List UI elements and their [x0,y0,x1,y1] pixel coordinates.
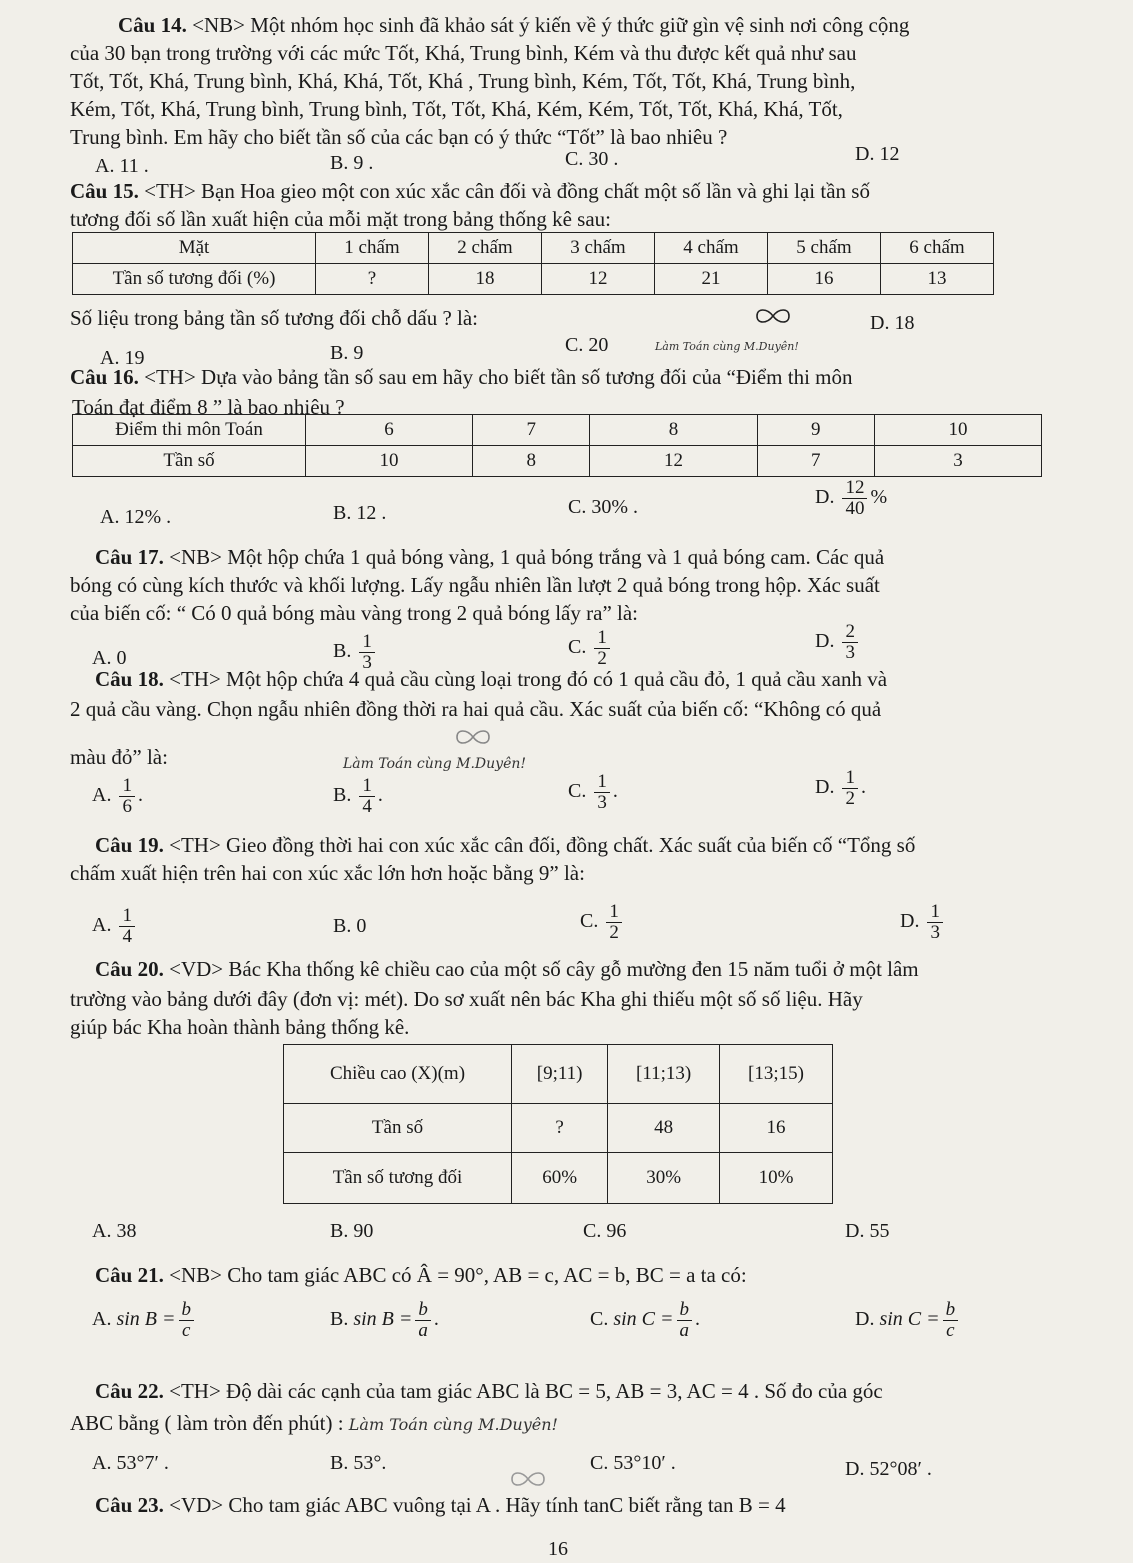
table-cell: 8 [590,415,757,446]
q21-option-d[interactable] [855,1300,961,1341]
fraction-denominator: a [418,1320,428,1341]
watermark-text: Làm Toán cùng M.Duyên! [343,756,527,772]
fraction-denominator: 3 [845,642,855,663]
fraction [119,906,135,947]
table-cell: 7 [473,415,590,446]
q22-option-d[interactable]: D. 52°08′ . [845,1458,932,1480]
q18-option-b[interactable] [333,776,383,817]
q14-label: Câu 14. [118,13,187,37]
q19-text: <TH> Gieo đồng thời hai con xúc xắc cân đối, đồng chất. Xác suất của biến cố “Tổng số [169,833,916,857]
table-cell: 21 [655,264,768,295]
option-letter: C. [590,1308,609,1331]
fraction [119,776,135,817]
q20-label: Câu 20. [95,957,164,981]
q23-line [95,1492,786,1518]
q15-text: <TH> Bạn Hoa gieo một con xúc xắc cân đối và đồng chất một số lần và ghi lại tần số [144,179,870,203]
q18-option-a[interactable] [92,776,143,817]
option-letter: C. [568,636,587,659]
table-cell: 48 [608,1104,720,1153]
table-cell: 1 chấm [316,233,429,264]
table-cell: 10 [306,446,473,477]
table-cell: 12 [590,446,757,477]
q20-table [283,1044,833,1204]
q15-question: Số liệu trong bảng tần số tương đối chỗ dấu ? là: [70,306,479,330]
q22-text: <TH> Độ dài các cạnh của tam giác ABC là BC = 5, AB = 3, AC = 4 . Số đo của góc [169,1379,883,1403]
q21-option-c[interactable] [590,1300,700,1341]
fraction-numerator: 1 [119,776,135,797]
q22-label: Câu 22. [95,1379,164,1403]
table-cell: 60% [512,1153,608,1204]
punctuation: . [137,784,143,807]
fraction-numerator: 1 [359,632,375,653]
table-cell: 2 chấm [429,233,542,264]
table-cell: ? [512,1104,608,1153]
q18-label: Câu 18. [95,667,164,691]
table-cell: [9;11) [512,1045,608,1104]
q19-option-a[interactable] [92,906,138,947]
option-letter: D. [855,1308,875,1331]
fraction [359,776,375,817]
fraction-numerator: 12 [842,478,867,499]
q17-text: <NB> Một hộp chứa 1 quả bóng vàng, 1 quả bóng trắng và 1 quả bóng cam. Các quả [169,545,885,569]
q17-line3: của biến cố: “ Có 0 quả bóng màu vàng trong 2 quả bóng lấy ra” là: [70,601,639,625]
fraction [842,768,858,809]
fraction-denominator: 4 [362,796,372,817]
q15-option-b[interactable]: B. 9 [330,342,364,364]
q20-option-d[interactable]: D. 55 [845,1220,890,1242]
fraction-denominator: c [946,1320,955,1341]
formula-lhs: sin C = [613,1308,674,1331]
fraction [927,902,943,943]
fraction [415,1300,431,1341]
option-letter: B. [333,784,352,807]
q14-option-c[interactable]: C. 30 . [565,148,619,170]
q21-label: Câu 21. [95,1263,164,1287]
loop-logo-icon [455,728,491,746]
formula-lhs: sin B = [353,1308,413,1331]
q17-line1 [95,544,884,570]
punctuation: . [612,780,618,803]
q20-option-b[interactable]: B. 90 [330,1220,374,1242]
watermark-text: Làm Toán cùng M.Duyên! [348,1415,558,1434]
q21-option-b[interactable] [330,1300,439,1341]
q15-line2: tương đối số lần xuất hiện của mỗi mặt trong bảng thống kê sau: [70,207,611,231]
fraction-denominator: 3 [597,792,607,813]
option-letter: C. [568,780,587,803]
table-cell: 4 chấm [655,233,768,264]
option-letter: B. [333,640,352,663]
q20-option-a[interactable]: A. 38 [92,1220,137,1242]
q16-table [72,414,1042,477]
q16-line2: Toán đạt điểm 8 ” là bao nhiêu ? [72,395,345,419]
q17-line2: bóng có cùng kích thước và khối lượng. Lấy ngẫu nhiên lần lượt 2 quả bóng trong hộp. Xác suất [70,573,880,597]
table-cell: Mặt [73,233,316,264]
loop-logo-icon [510,1470,546,1488]
table-cell: 8 [473,446,590,477]
q20-option-c[interactable]: C. 96 [583,1220,627,1242]
option-letter: D. [815,486,835,509]
q20-line3: giúp bác Kha hoàn thành bảng thống kê. [70,1015,410,1039]
q14-line5: Trung bình. Em hãy cho biết tần số của các bạn có ý thức “Tốt” là bao nhiêu ? [70,125,728,149]
table-cell: Điểm thi môn Toán [73,415,306,446]
q16-label: Câu 16. [70,365,139,389]
fraction-denominator: 6 [122,796,132,817]
q14-line3: Tốt, Tốt, Khá, Trung bình, Khá, Khá, Tốt, Khá , Trung bình, Kém, Tốt, Tốt, Khá, Trung bình, [70,69,856,93]
table-cell: 12 [542,264,655,295]
q16-option-d[interactable] [815,478,887,519]
fraction-numerator: b [677,1300,693,1321]
fraction [594,772,610,813]
q17-option-c[interactable] [568,628,613,669]
q18-option-d[interactable] [815,768,866,809]
table-cell: [13;15) [720,1045,833,1104]
fraction [606,902,622,943]
table-cell: 6 [306,415,473,446]
formula-lhs: sin B = [116,1308,176,1331]
q14-option-d[interactable]: D. 12 [855,143,900,165]
fraction-numerator: 1 [594,772,610,793]
table-cell: Tần số [284,1104,512,1153]
page-number: 16 [548,1538,568,1560]
punctuation: . [860,776,866,799]
q22-text-2: ABC bằng ( làm tròn đến phút) : [70,1411,344,1435]
q15-label: Câu 15. [70,179,139,203]
fraction-denominator: a [679,1320,690,1341]
q18-text: <TH> Một hộp chứa 4 quả cầu cùng loại trong đó có 1 quả cầu đỏ, 1 quả cầu xanh và [169,667,888,691]
fraction-numerator: 1 [606,902,622,923]
q17-option-a[interactable]: A. 0 [92,647,127,669]
fraction-numerator: 1 [842,768,858,789]
q22-line1 [95,1378,883,1404]
q15-table [72,232,994,295]
fraction-denominator: 4 [122,926,132,947]
q14-text: <NB> Một nhóm học sinh đã khảo sát ý kiến về ý thức giữ gìn vệ sinh nơi công cộng [192,13,910,37]
q18-line3: màu đỏ” là: [70,745,168,769]
option-letter: D. [900,910,920,933]
q15-option-d[interactable]: D. 18 [870,312,915,334]
q16-option-b[interactable]: B. 12 . [333,502,387,524]
fraction-numerator: 1 [359,776,375,797]
fraction-denominator: 3 [362,652,372,673]
q15-line1 [70,178,870,204]
fraction-denominator: c [182,1320,191,1341]
option-letter: D. [815,630,835,653]
q15-option-a[interactable]: A. 19 [100,347,145,369]
fraction-numerator: b [943,1300,959,1321]
table-cell: Tần số tương đối (%) [73,264,316,295]
table-cell: 30% [608,1153,720,1204]
q22-line2 [70,1410,558,1438]
table-cell: 18 [429,264,542,295]
table-cell: 9 [757,415,874,446]
punctuation: . [695,1308,701,1331]
punctuation: . [433,1308,439,1331]
table-cell: 6 chấm [881,233,994,264]
table-cell: 16 [720,1104,833,1153]
q22-option-b[interactable]: B. 53°. [330,1452,387,1474]
loop-logo-icon [755,307,791,325]
q22-option-a[interactable]: A. 53°7′ . [92,1452,169,1474]
table-cell: ? [316,264,429,295]
q19-option-d[interactable] [900,902,946,943]
table-cell: 3 [874,446,1041,477]
fraction-numerator: b [415,1300,431,1321]
table-cell: Tần số [73,446,306,477]
q21-line [95,1262,747,1288]
q14-line2: của 30 bạn trong trường với các mức Tốt, Khá, Trung bình, Kém và thu được kết quả như sau [70,41,857,65]
fraction-numerator: b [179,1300,195,1321]
q14-option-b[interactable]: B. 9 . [330,152,374,174]
q14-option-a[interactable]: A. 11 . [95,155,149,177]
fraction-denominator: 2 [597,648,607,669]
table-cell: Tần số tương đối [284,1153,512,1204]
q16-line1 [70,364,853,390]
q20-line1 [95,956,919,982]
q17-label: Câu 17. [95,545,164,569]
table-cell: 16 [768,264,881,295]
fraction-denominator: 40 [845,498,865,519]
q20-line2: trường vào bảng dưới đây (đơn vị: mét). Do sơ xuất nên bác Kha ghi thiếu một số số liệu. Hãy [70,987,863,1011]
q16-option-c[interactable]: C. 30% . [568,496,638,518]
fraction-numerator: 1 [119,906,135,927]
q14-line4: Kém, Tốt, Khá, Trung bình, Trung bình, Tốt, Tốt, Khá, Kém, Kém, Tốt, Tốt, Khá, Khá, Tốt, [70,97,843,121]
q23-text: <VD> Cho tam giác ABC vuông tại A . Hãy tính tanC biết rằng tan B = 4 [169,1493,786,1517]
fraction-denominator: 2 [609,922,619,943]
q17-option-d[interactable] [815,622,861,663]
fraction [842,622,858,663]
q21-text: <NB> Cho tam giác ABC có Â = 90°, AB = c, AC = b, BC = a ta có: [169,1263,747,1287]
q16-option-a[interactable]: A. 12% . [100,506,172,528]
watermark-text: Làm Toán cùng M.Duyên! [655,340,799,353]
punctuation: . [377,784,383,807]
percent-sign: % [870,486,888,509]
table-cell: 13 [881,264,994,295]
table-cell: [11;13) [608,1045,720,1104]
q22-option-c[interactable]: C. 53°10′ . [590,1452,676,1474]
option-letter: B. [330,1308,349,1331]
q19-line2: chấm xuất hiện trên hai con xúc xắc lớn hơn hoặc bằng 9” là: [70,861,585,885]
table-cell: 3 chấm [542,233,655,264]
fraction [677,1300,693,1341]
table-cell: 10% [720,1153,833,1204]
fraction-numerator: 1 [927,902,943,923]
formula-lhs: sin C = [879,1308,940,1331]
fraction [842,478,867,519]
fraction-denominator: 3 [930,922,940,943]
q14-line1 [118,12,909,38]
q20-text: <VD> Bác Kha thống kê chiều cao của một số cây gỗ mường đen 15 năm tuổi ở một lâm [169,957,919,981]
table-cell: 5 chấm [768,233,881,264]
option-letter: A. [92,914,112,937]
option-letter: A. [92,1308,112,1331]
fraction [179,1300,195,1341]
fraction [943,1300,959,1341]
table-cell: 7 [757,446,874,477]
q15-option-c[interactable]: C. 20 [565,334,609,356]
q18-line1 [95,666,887,692]
q23-label: Câu 23. [95,1493,164,1517]
q21-option-a[interactable] [92,1300,197,1341]
q19-label: Câu 19. [95,833,164,857]
q16-text: <TH> Dựa vào bảng tần số sau em hãy cho biết tần số tương đối của “Điểm thi môn [144,365,853,389]
option-letter: D. [815,776,835,799]
q19-option-c[interactable] [580,902,625,943]
table-cell: 10 [874,415,1041,446]
option-letter: C. [580,910,599,933]
fraction-numerator: 1 [594,628,610,649]
q19-line1 [95,832,915,858]
table-cell: Chiều cao (X)(m) [284,1045,512,1104]
fraction [594,628,610,669]
q19-option-b[interactable]: B. 0 [333,915,367,937]
fraction-numerator: 2 [842,622,858,643]
q18-option-c[interactable] [568,772,618,813]
q18-line2: 2 quả cầu vàng. Chọn ngẫu nhiên đồng thời ra hai quả cầu. Xác suất của biến cố: “Không có quả [70,697,882,721]
option-letter: A. [92,784,112,807]
fraction-denominator: 2 [845,788,855,809]
